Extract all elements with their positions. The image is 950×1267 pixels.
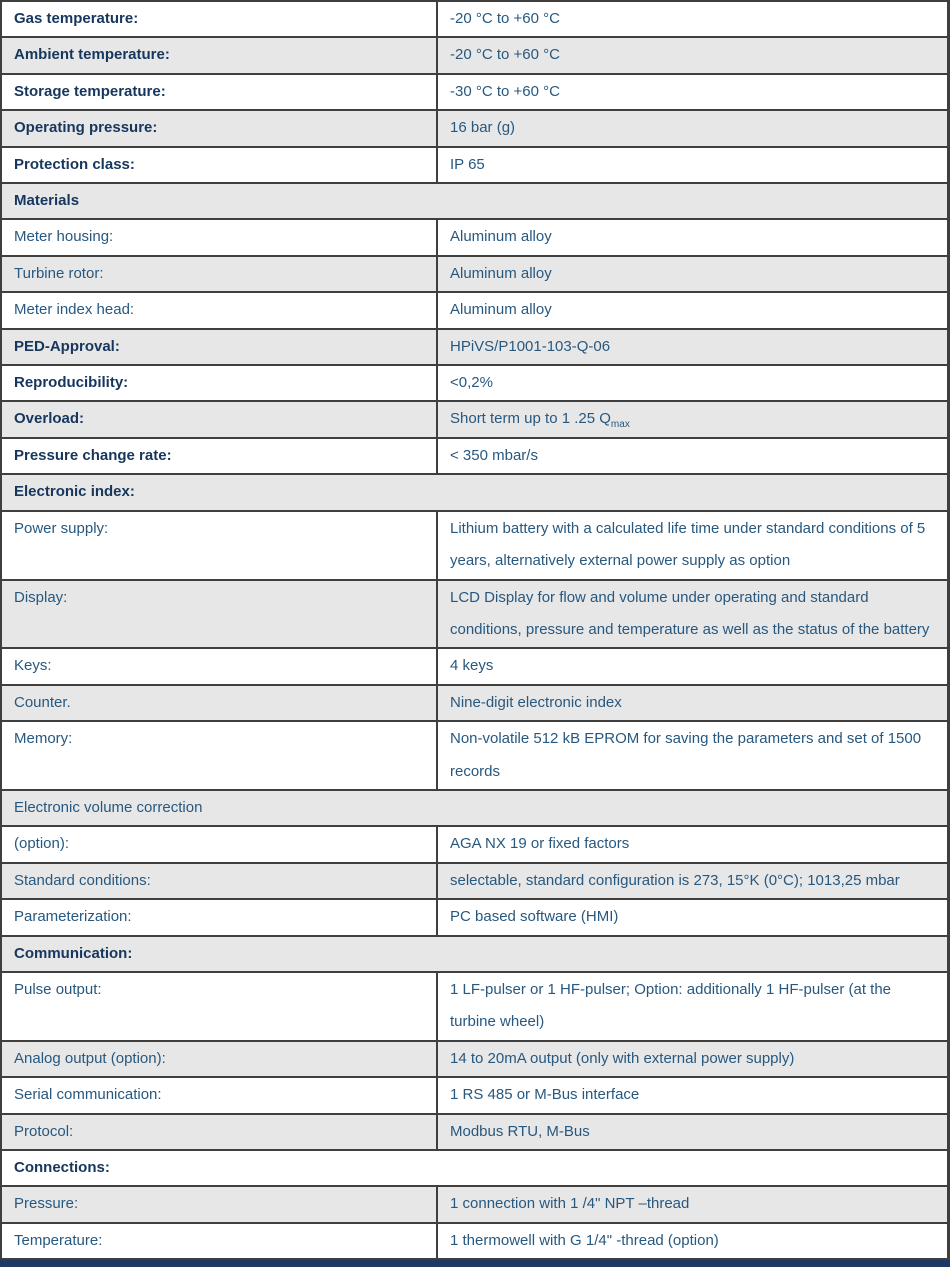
spec-value-text: selectable, standard configuration is 273, 15°K (0°C); 1013,25 mbar bbox=[450, 871, 900, 889]
spec-value-text: -20 °C to +60 °C bbox=[450, 10, 560, 27]
spec-value bbox=[438, 293, 947, 327]
spec-label: Protection class: bbox=[2, 148, 438, 182]
spec-value bbox=[438, 827, 947, 861]
spec-value-text: LCD Display for flow and volume under operating and standard conditions, pressure and temperature as well as the status of the battery bbox=[450, 588, 930, 638]
spec-value-text: Modbus RTU, M-Bus bbox=[450, 1122, 590, 1140]
spec-label: Parameterization: bbox=[2, 900, 438, 934]
spec-value bbox=[438, 1042, 947, 1076]
spec-value bbox=[438, 75, 947, 109]
spec-row bbox=[2, 1224, 947, 1260]
spec-value-text: Aluminum alloy bbox=[450, 228, 552, 246]
spec-label: Protocol: bbox=[2, 1115, 438, 1149]
spec-row bbox=[2, 2, 947, 38]
spec-label: Standard conditions: bbox=[2, 864, 438, 898]
spec-row bbox=[2, 827, 947, 863]
spec-value bbox=[438, 900, 947, 934]
spec-value bbox=[438, 1078, 947, 1112]
spec-row bbox=[2, 75, 947, 111]
spec-value bbox=[438, 1187, 947, 1221]
spec-value bbox=[438, 512, 947, 579]
spec-value bbox=[438, 1115, 947, 1149]
spec-value-text: 14 to 20mA output (only with external power supply) bbox=[450, 1049, 795, 1067]
spec-value bbox=[438, 973, 947, 1040]
spec-value bbox=[438, 38, 947, 72]
spec-row bbox=[2, 330, 947, 366]
section-header-row bbox=[2, 791, 947, 827]
spec-label: Reproducibility: bbox=[2, 366, 438, 400]
spec-row bbox=[2, 1042, 947, 1078]
spec-row bbox=[2, 220, 947, 256]
spec-value bbox=[438, 686, 947, 720]
spec-row bbox=[2, 366, 947, 402]
spec-row bbox=[2, 439, 947, 475]
spec-value bbox=[438, 330, 947, 364]
section-title: Materials bbox=[14, 192, 80, 210]
spec-label: Analog output (option): bbox=[2, 1042, 438, 1076]
spec-value-text: 1 RS 485 or M-Bus interface bbox=[450, 1086, 640, 1104]
spec-value-text: <0,2% bbox=[450, 374, 493, 392]
spec-label: Meter index head: bbox=[2, 293, 438, 327]
spec-label: Display: bbox=[2, 581, 438, 648]
spec-row bbox=[2, 293, 947, 329]
spec-label: Storage temperature: bbox=[2, 75, 438, 109]
spec-row bbox=[2, 1115, 947, 1151]
spec-value-text: 1 thermowell with G 1/4" -thread (option) bbox=[450, 1231, 719, 1249]
spec-value bbox=[438, 257, 947, 291]
spec-row bbox=[2, 686, 947, 722]
spec-label: Overload: bbox=[2, 402, 438, 436]
spec-label: (option): bbox=[2, 827, 438, 861]
spec-value bbox=[438, 1224, 947, 1258]
spec-row bbox=[2, 864, 947, 900]
spec-value bbox=[438, 864, 947, 898]
spec-row bbox=[2, 38, 947, 74]
spec-value bbox=[438, 649, 947, 683]
spec-label: PED-Approval: bbox=[2, 330, 438, 364]
section-title: Connections: bbox=[14, 1159, 110, 1176]
spec-label: Power supply: bbox=[2, 512, 438, 579]
spec-value-text: -20 °C to +60 °C bbox=[450, 46, 560, 64]
spec-label: Turbine rotor: bbox=[2, 257, 438, 291]
spec-row bbox=[2, 649, 947, 685]
spec-value-text: AGA NX 19 or fixed factors bbox=[450, 835, 630, 853]
spec-value-text: Short term up to 1 .25 Q bbox=[450, 410, 611, 428]
spec-row bbox=[2, 973, 947, 1042]
spec-row bbox=[2, 402, 947, 438]
spec-row bbox=[2, 581, 947, 650]
spec-value-text: 4 keys bbox=[450, 657, 494, 675]
section-header-row bbox=[2, 475, 947, 511]
spec-value bbox=[438, 366, 947, 400]
section-header-row bbox=[2, 184, 947, 220]
spec-value-text: IP 65 bbox=[450, 155, 485, 173]
spec-value-text: PC based software (HMI) bbox=[450, 908, 619, 926]
spec-value-text: Non-volatile 512 kB EPROM for saving the parameters and set of 1500 records bbox=[450, 730, 922, 780]
spec-value-text: 16 bar (g) bbox=[450, 119, 516, 137]
spec-label: Ambient temperature: bbox=[2, 38, 438, 72]
spec-value-subscript: max bbox=[610, 419, 630, 431]
section-header-row bbox=[2, 1151, 947, 1187]
spec-label: Pulse output: bbox=[2, 973, 438, 1040]
spec-value bbox=[438, 581, 947, 648]
spec-value-text: Aluminum alloy bbox=[450, 301, 552, 319]
spec-row bbox=[2, 257, 947, 293]
table-bottom-accent-bar bbox=[0, 1260, 950, 1267]
spec-value bbox=[438, 111, 947, 145]
spec-label: Meter housing: bbox=[2, 220, 438, 254]
spec-row bbox=[2, 1187, 947, 1223]
spec-value-text: Nine-digit electronic index bbox=[450, 693, 622, 711]
spec-row bbox=[2, 722, 947, 791]
section-title: Communication: bbox=[14, 944, 133, 962]
spec-value-text: < 350 mbar/s bbox=[450, 446, 538, 464]
spec-value bbox=[438, 220, 947, 254]
spec-row bbox=[2, 900, 947, 936]
spec-label: Memory: bbox=[2, 722, 438, 789]
spec-row bbox=[2, 512, 947, 581]
spec-value-text: 1 connection with 1 /4" NPT –thread bbox=[450, 1195, 690, 1213]
spec-value-text: -30 °C to +60 °C bbox=[450, 82, 560, 100]
spec-value-text: Lithium battery with a calculated life time under standard conditions of 5 years, alternatively external power supply as option bbox=[450, 519, 926, 570]
spec-row bbox=[2, 111, 947, 147]
spec-label: Serial communication: bbox=[2, 1078, 438, 1112]
spec-value bbox=[438, 402, 947, 436]
spec-label: Keys: bbox=[2, 649, 438, 683]
spec-value bbox=[438, 439, 947, 473]
spec-value bbox=[438, 722, 947, 789]
section-title: Electronic volume correction bbox=[14, 798, 203, 816]
spec-value-text: Aluminum alloy bbox=[450, 264, 552, 282]
spec-value bbox=[438, 148, 947, 182]
spec-value-text: 1 LF-pulser or 1 HF-pulser; Option: additionally 1 HF-pulser (at the turbine wheel) bbox=[450, 980, 892, 1031]
spec-label: Pressure: bbox=[2, 1187, 438, 1221]
spec-value-text: HPiVS/P1001-103-Q-06 bbox=[450, 337, 611, 355]
spec-label: Operating pressure: bbox=[2, 111, 438, 145]
spec-value bbox=[438, 2, 947, 36]
spec-row bbox=[2, 1078, 947, 1114]
section-title: Electronic index: bbox=[14, 483, 135, 501]
spec-label: Counter. bbox=[2, 686, 438, 720]
spec-label: Pressure change rate: bbox=[2, 439, 438, 473]
spec-row bbox=[2, 148, 947, 184]
section-header-row bbox=[2, 937, 947, 973]
spec-label: Temperature: bbox=[2, 1224, 438, 1258]
spec-label: Gas temperature: bbox=[2, 2, 438, 36]
